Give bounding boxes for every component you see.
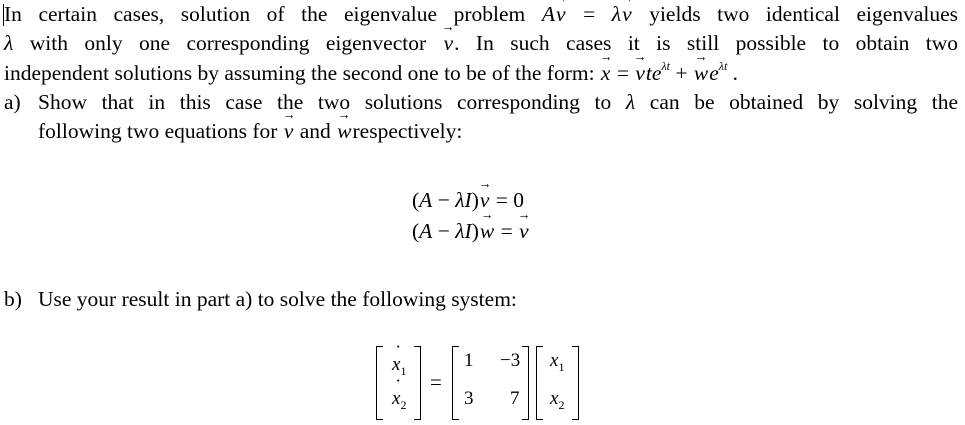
x2: $x_2$ <box>550 388 565 412</box>
left-bracket <box>452 346 459 420</box>
matrix-cell: 1 <box>464 350 474 371</box>
intro-line-3 <box>4 61 738 86</box>
intro-text: independent solutions by assuming the second one to be of the form: <box>4 61 595 86</box>
lambda-symbol: λ <box>625 90 636 114</box>
part-b-text: Use your result in part a) to solve the following system: <box>38 287 517 311</box>
lambda-symbol: λ <box>4 31 14 55</box>
matrix-system <box>370 346 610 422</box>
intro-text: . In such cases it is still possible to obtain two <box>454 31 959 55</box>
part-b-label: b) <box>4 287 22 311</box>
part-a-line-2 <box>38 119 462 144</box>
matrix-cell: 7 <box>510 388 520 409</box>
matrix-cell: 3 <box>464 388 474 409</box>
intro-text: yields two identical eigenvalues <box>649 2 958 26</box>
x1: $x_1$ <box>550 350 565 374</box>
part-a-text: and <box>299 119 331 143</box>
w-vector: → w <box>336 119 352 144</box>
v-vector: → v <box>283 119 295 144</box>
intro-text: In certain cases, solution of the eigenvalue problem <box>4 2 526 26</box>
part-a-text: following two equations for <box>38 119 278 143</box>
equation-1-rhs: 0 <box>513 188 525 212</box>
intro-line-1 <box>4 2 958 27</box>
part-b-line <box>4 287 517 312</box>
equals-sign: = <box>430 370 442 394</box>
right-bracket <box>572 346 579 420</box>
x1-dot: ˙ $x_1$ <box>392 354 406 379</box>
part-a-line-1 <box>4 90 958 115</box>
right-bracket <box>414 346 421 420</box>
equation-1: (A − λI)→ v = 0 <box>412 188 524 213</box>
intro-line-2 <box>4 31 958 56</box>
part-a-text: respectively: <box>352 119 463 143</box>
intro-text: with only one corresponding eigenvector <box>29 31 427 55</box>
x2-dot: ˙ $x_2$ <box>392 388 406 413</box>
equation-2: (A − λI)→ w = → v <box>412 219 530 244</box>
right-bracket <box>522 346 529 420</box>
left-bracket <box>376 346 383 420</box>
matrix-cell: −3 <box>500 350 521 371</box>
part-a-text: can be obtained by solving the <box>649 90 959 114</box>
eigenvector-symbol: → v <box>443 31 455 56</box>
left-bracket <box>536 346 543 420</box>
eigen-equation: A→ v = λ→ v <box>542 2 633 26</box>
part-a-text: Show that in this case the two solutions corresponding to <box>38 90 612 114</box>
part-a-label: a) <box>4 90 21 114</box>
solution-form: → x = → vte$^{\lambda t}$ + → $we^{\lambda t}$ . <box>600 61 738 85</box>
